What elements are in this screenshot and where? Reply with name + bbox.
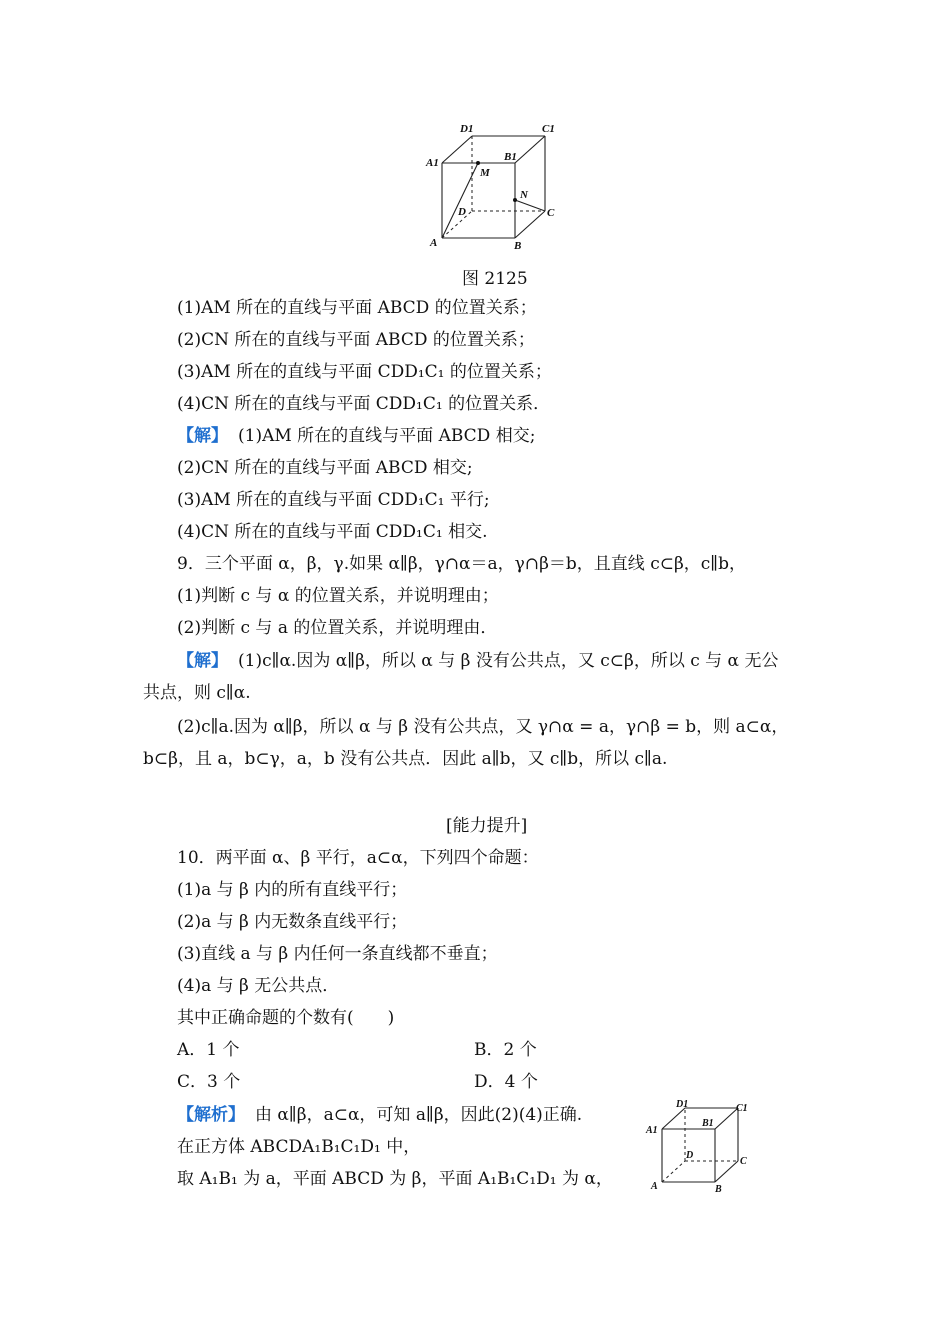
edge-B-C [515, 211, 545, 238]
problem-10-item-4: (4)a 与 β 无公共点． [177, 976, 340, 996]
problem-9-solution-line-3: (2)c∥a.因为 α∥β，所以 α 与 β 没有公共点，又 γ∩α = a，γ∩β = b，则 a⊂α， [177, 717, 789, 737]
analysis-text-1: 由 α∥β，a⊂α，可知 a∥β，因此(2)(4)正确. [255, 1105, 583, 1125]
problem-10-item-3: (3)直线 a 与 β 内任何一条直线都不垂直； [177, 944, 498, 964]
analysis-tag: 【解析】 [177, 1105, 245, 1125]
problem-9-stem: 9．三个平面 α，β，γ.如果 α∥β，γ∩α＝a，γ∩β＝b，且直线 c⊂β，c∥b， [177, 554, 747, 574]
question-line-2: (2)CN 所在的直线与平面 ABCD 的位置关系； [177, 330, 535, 350]
hidden-edge-A-D [662, 1161, 685, 1182]
figure-caption: 图 2125 [462, 269, 528, 289]
label-D: D [458, 206, 466, 218]
section-heading: [能力提升] [446, 816, 528, 836]
label-C: C [740, 1156, 747, 1167]
edge-D1-A1 [662, 1108, 685, 1129]
problem-9-solution-text-1: (1)c∥α.因为 α∥β，所以 α 与 β 没有公共点，又 c⊂β，所以 c 与 α 无公 [238, 651, 779, 671]
point-M [476, 161, 480, 165]
edge-D1-A1 [442, 136, 472, 163]
option-d: D．4 个 [474, 1072, 538, 1092]
label-C1: C1 [736, 1103, 748, 1114]
label-M: M [480, 167, 490, 179]
solution-line-2: (2)CN 所在的直线与平面 ABCD 相交; [177, 458, 473, 478]
label-B1: B1 [702, 1118, 714, 1129]
label-A: A [651, 1181, 658, 1192]
edge-B1-C1 [515, 136, 545, 163]
problem-10-item-1: (1)a 与 β 内的所有直线平行； [177, 880, 408, 900]
solution-line-4: (4)CN 所在的直线与平面 CDD₁C₁ 相交. [177, 522, 488, 542]
option-c: C．3 个 [177, 1072, 241, 1092]
problem-10-question: 其中正确命题的个数有( ) [177, 1008, 395, 1028]
label-N: N [520, 189, 528, 201]
solution-tag: 【解】 [177, 651, 228, 671]
problem-9-solution-line-4: b⊂β，且 a，b⊂γ，a，b 没有公共点．因此 a∥b，又 c∥b，所以 c∥a. [143, 749, 668, 769]
label-B: B [514, 240, 522, 252]
label-D1: D1 [676, 1099, 689, 1110]
analysis-line-1 [177, 1104, 582, 1126]
solution-line-1 [177, 425, 535, 447]
problem-9-part-2: (2)判断 c 与 a 的位置关系，并说明理由． [177, 618, 498, 638]
question-line-1: (1)AM 所在的直线与平面 ABCD 的位置关系； [177, 298, 537, 318]
edge-B1-C1 [715, 1108, 738, 1129]
analysis-line-2: 在正方体 ABCDA₁B₁C₁D₁ 中， [177, 1137, 421, 1157]
analysis-line-3: 取 A₁B₁ 为 a，平面 ABCD 为 β，平面 A₁B₁C₁D₁ 为 α， [177, 1169, 613, 1189]
hidden-edge-A-D [442, 211, 472, 238]
label-D1: D1 [460, 123, 474, 135]
label-A1: A1 [646, 1125, 658, 1136]
problem-10-item-2: (2)a 与 β 内无数条直线平行； [177, 912, 408, 932]
label-A: A [430, 237, 438, 249]
problem-9-solution-line-2: 共点，则 c∥α. [143, 683, 251, 703]
problem-9-part-1: (1)判断 c 与 α 的位置关系，并说明理由； [177, 586, 499, 606]
option-b: B．2 个 [474, 1040, 537, 1060]
problem-9-solution-line-1 [177, 650, 778, 672]
solution-text-1: (1)AM 所在的直线与平面 ABCD 相交; [238, 426, 536, 446]
edge-B-C [715, 1161, 738, 1182]
label-A1: A1 [426, 157, 439, 169]
segment-N-C [515, 200, 545, 211]
solution-line-3: (3)AM 所在的直线与平面 CDD₁C₁ 平行; [177, 490, 490, 510]
cube-figure-2125 [420, 118, 570, 260]
question-line-3: (3)AM 所在的直线与平面 CDD₁C₁ 的位置关系； [177, 362, 552, 382]
label-B1: B1 [504, 151, 517, 163]
question-line-4: (4)CN 所在的直线与平面 CDD₁C₁ 的位置关系． [177, 394, 551, 414]
problem-10-stem: 10．两平面 α、β 平行，a⊂α，下列四个命题： [177, 848, 539, 868]
label-C1: C1 [542, 123, 555, 135]
option-a: A．1 个 [177, 1040, 240, 1060]
segment-A-M [442, 163, 478, 238]
solution-tag: 【解】 [177, 426, 228, 446]
label-D: D [686, 1150, 694, 1161]
label-C: C [547, 207, 555, 219]
point-N [513, 198, 517, 202]
label-B: B [715, 1184, 722, 1194]
cube-figure-small [640, 1098, 760, 1194]
